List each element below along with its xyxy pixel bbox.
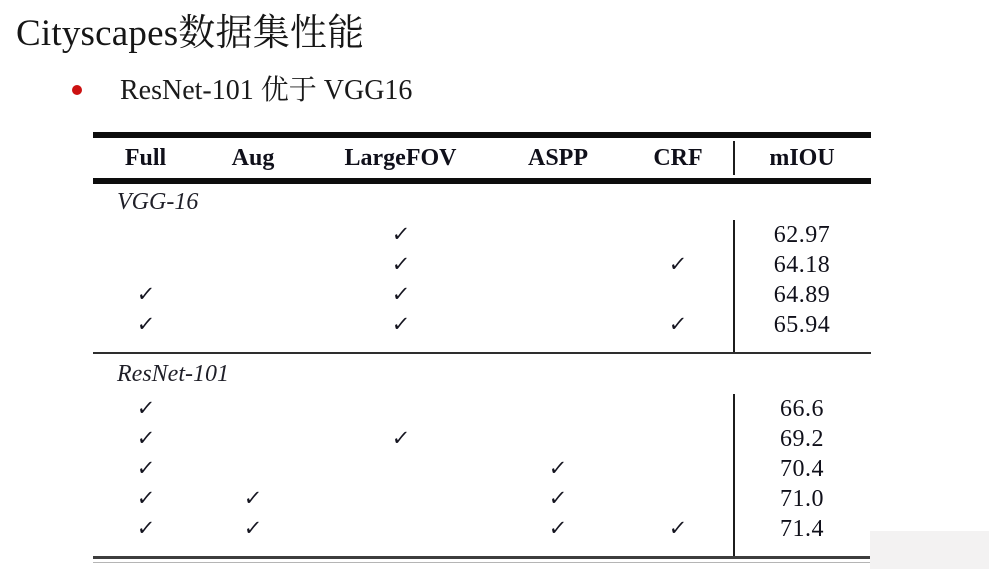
column-header-largefov: LargeFOV xyxy=(344,144,457,171)
check-cell xyxy=(93,314,198,336)
check-cell xyxy=(308,314,493,336)
miou-value: 71.0 xyxy=(780,485,824,512)
check-icon: ✓ xyxy=(135,312,156,336)
table-row xyxy=(93,250,871,280)
check-cell xyxy=(93,458,198,480)
miou-value: 64.18 xyxy=(773,251,831,278)
check-icon: ✓ xyxy=(390,222,411,246)
page-title: Cityscapes数据集性能 xyxy=(16,13,365,54)
section-rows xyxy=(93,394,871,556)
miou-value: 66.6 xyxy=(780,395,824,422)
check-cell xyxy=(93,398,198,420)
column-header-miou: mIOU xyxy=(769,144,835,171)
check-cell xyxy=(493,488,623,510)
section-label: ResNet-101 xyxy=(117,360,229,387)
check-icon: ✓ xyxy=(390,426,411,450)
check-cell xyxy=(308,284,493,306)
section-rows xyxy=(93,220,871,352)
check-cell xyxy=(623,518,733,540)
check-icon: ✓ xyxy=(242,486,264,510)
corner-shade xyxy=(870,531,989,569)
check-icon: ✓ xyxy=(135,396,156,420)
check-icon: ✓ xyxy=(135,282,156,306)
check-cell xyxy=(93,488,198,510)
table-row xyxy=(93,514,871,544)
table-bottom-rule-2 xyxy=(93,562,871,563)
check-icon: ✓ xyxy=(135,516,156,540)
column-header-aspp: ASPP xyxy=(528,144,588,171)
miou-value: 65.94 xyxy=(773,311,831,338)
section-label: VGG-16 xyxy=(117,188,199,215)
check-icon: ✓ xyxy=(667,252,689,276)
check-icon: ✓ xyxy=(242,516,264,540)
check-cell xyxy=(493,458,623,480)
miou-value: 64.89 xyxy=(773,281,831,308)
check-cell xyxy=(623,254,733,276)
table-header-row xyxy=(93,138,871,178)
check-cell xyxy=(198,488,308,510)
table-row xyxy=(93,280,871,310)
bullet-text: ResNet-101 优于 VGG16 xyxy=(120,75,413,106)
check-icon: ✓ xyxy=(547,516,569,540)
miou-value: 70.4 xyxy=(780,455,824,482)
check-cell xyxy=(93,518,198,540)
column-header-crf: CRF xyxy=(653,144,703,171)
bullet-icon xyxy=(72,85,82,95)
check-icon: ✓ xyxy=(547,486,569,510)
check-icon: ✓ xyxy=(667,312,689,336)
check-cell xyxy=(308,224,493,246)
check-icon: ✓ xyxy=(667,516,689,540)
check-icon: ✓ xyxy=(390,282,411,306)
results-table xyxy=(93,132,871,563)
check-cell xyxy=(93,428,198,450)
check-icon: ✓ xyxy=(135,486,156,510)
check-cell xyxy=(198,518,308,540)
check-icon: ✓ xyxy=(390,252,411,276)
miou-value: 71.4 xyxy=(780,515,824,542)
check-icon: ✓ xyxy=(135,456,156,480)
check-cell xyxy=(493,518,623,540)
table-row xyxy=(93,310,871,340)
table-section-vgg16 xyxy=(93,184,871,352)
bullet-point xyxy=(72,68,412,108)
column-header-aug: Aug xyxy=(231,144,275,171)
miou-value: 69.2 xyxy=(780,425,824,452)
table-row xyxy=(93,454,871,484)
check-icon: ✓ xyxy=(390,312,411,336)
miou-value: 62.97 xyxy=(773,221,831,248)
check-cell xyxy=(623,314,733,336)
table-body xyxy=(93,184,871,556)
table-section-resnet101 xyxy=(93,354,871,556)
table-row xyxy=(93,220,871,250)
check-cell xyxy=(308,254,493,276)
table-row xyxy=(93,424,871,454)
table-row xyxy=(93,484,871,514)
table-row xyxy=(93,394,871,424)
column-header-full: Full xyxy=(124,144,167,171)
check-cell xyxy=(308,428,493,450)
check-icon: ✓ xyxy=(547,456,569,480)
check-cell xyxy=(93,284,198,306)
check-icon: ✓ xyxy=(135,426,156,450)
